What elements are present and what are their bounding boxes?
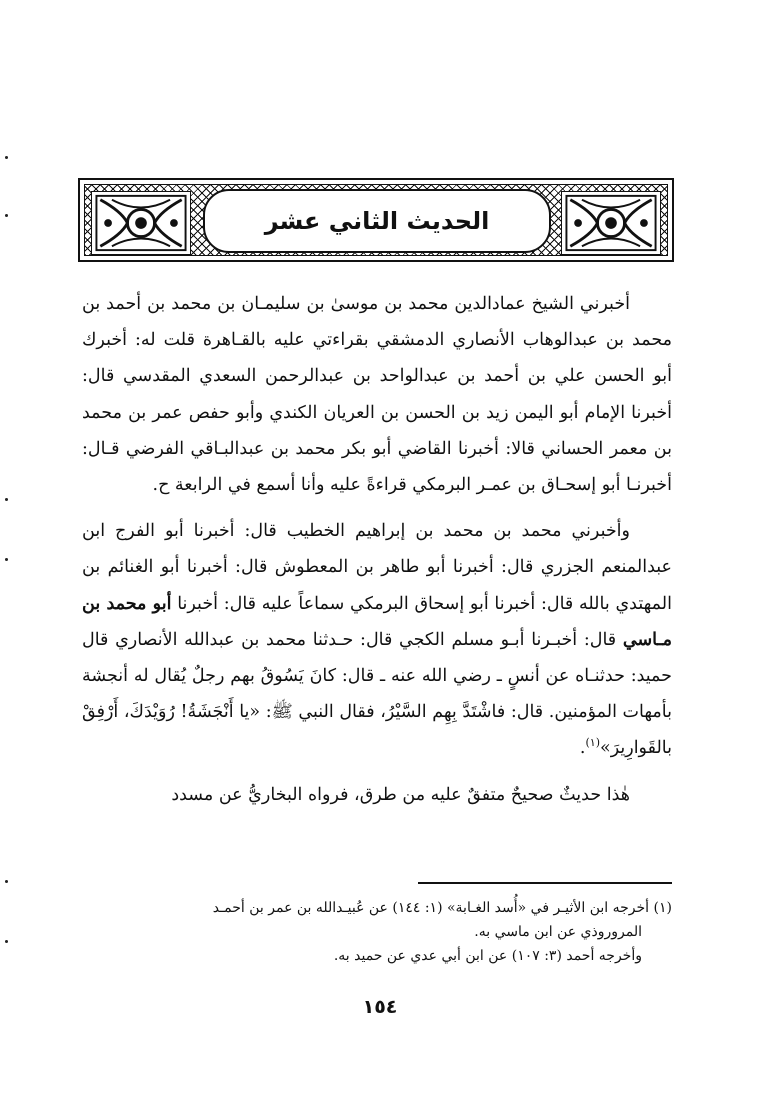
chapter-title: الحديث الثاني عشر [264, 207, 490, 235]
page-number: ١٥٤ [362, 996, 398, 1018]
paragraph-2-text-end: قال: أخبـرنا أبـو مسلم الكجي قال: حـدثنا محمد بن عبدالله الأنصاري قال حميد: حدثنـاه عن أنسٍ ـ رضي الله عنه ـ قال: كانَ يَسُوقُ بهم رجلٌ يُقال له أنجشة بأمهات المؤمنين. قال: فاشْتَدَّ بِهِم السَّيْرُ، فقال النبي ﷺ: «يا أَنْجَشَةُ! رُوَيْدَكَ، أَرْفِقْ بالقَوارِيرَ» [82, 629, 672, 759]
scan-dot [5, 156, 8, 159]
narrator-name-bold: أبو محمد بن مـاسي [82, 593, 672, 650]
header-pattern [84, 184, 668, 256]
ornament-left-icon [91, 191, 191, 255]
scan-dot [5, 558, 8, 561]
paragraph-isnad-2 [82, 513, 672, 766]
ornament-right-icon [561, 191, 661, 255]
footnote-1-line-2: المروروذي عن ابن ماسي به. [474, 924, 642, 940]
scan-dot [5, 214, 8, 217]
paragraph-commentary: هٰذا حديثٌ صحيحٌ متفقٌ عليه من طرق، فرواه البخاريُّ عن مسدد [171, 784, 630, 805]
footnote-separator [418, 882, 672, 884]
footnote-marker[interactable]: (١) [585, 736, 601, 750]
scan-dot [5, 940, 8, 943]
body-text [82, 286, 672, 823]
title-cartouche [203, 189, 551, 253]
paragraph-2-period: . [579, 738, 586, 759]
paragraph-isnad-1: أخبرني الشيخ عمادالدين محمد بن موسىٰ بن سليمـان بن محمد بن أحمد بن محمد بن عبدالوهاب الأنصاري الدمشقي بقراءتي عليه بالقـاهرة قلت له: أخبرك أبو الحسن علي بن أحمد بن عبدالواحد بن عبدالرحمن السعدي المقدسي قال: أخبرنا الإمام أبو اليمن زيد بن الحسن بن العريان الكندي وأبو حفص عمر بن محمد بن معمر الحساني قالا: أخبرنا القاضي أبو بكر محمد بن عبدالبـاقي الفرضي قـال: أخبرنـا أبو إسحـاق بن عمـر البرمكي قراءةً عليه وأنا أسمع في الرابعة ح. [82, 294, 672, 496]
footnotes [82, 896, 672, 968]
footnote-1-line-3: وأخرجه أحمد (٣: ١٠٧) عن ابن أبي عدي عن حميد به. [333, 948, 642, 964]
scan-dot [5, 498, 8, 501]
scan-dot [5, 880, 8, 883]
footnote-1-line-1: (١) أخرجه ابن الأثيـر في «أُسد الغـابة» (١: ١٤٤) عن عُبيـدالله بن عمر بن أحمـد [212, 900, 672, 916]
chapter-header-frame [78, 178, 674, 262]
paragraph-2-text-start: وأخبرني محمد بن محمد بن إبراهيم الخطيب قال: أخبرنا أبو الفرج ابن عبدالمنعم الجزري قال: أخبرنا أبو طاهر بن المعطوش قال: أخبرنا أبو الغنائم بن المهتدي بالله قال: أخبرنا أبو إسحاق البرمكي سماعاً عليه قال: أخبرنا [82, 521, 672, 614]
